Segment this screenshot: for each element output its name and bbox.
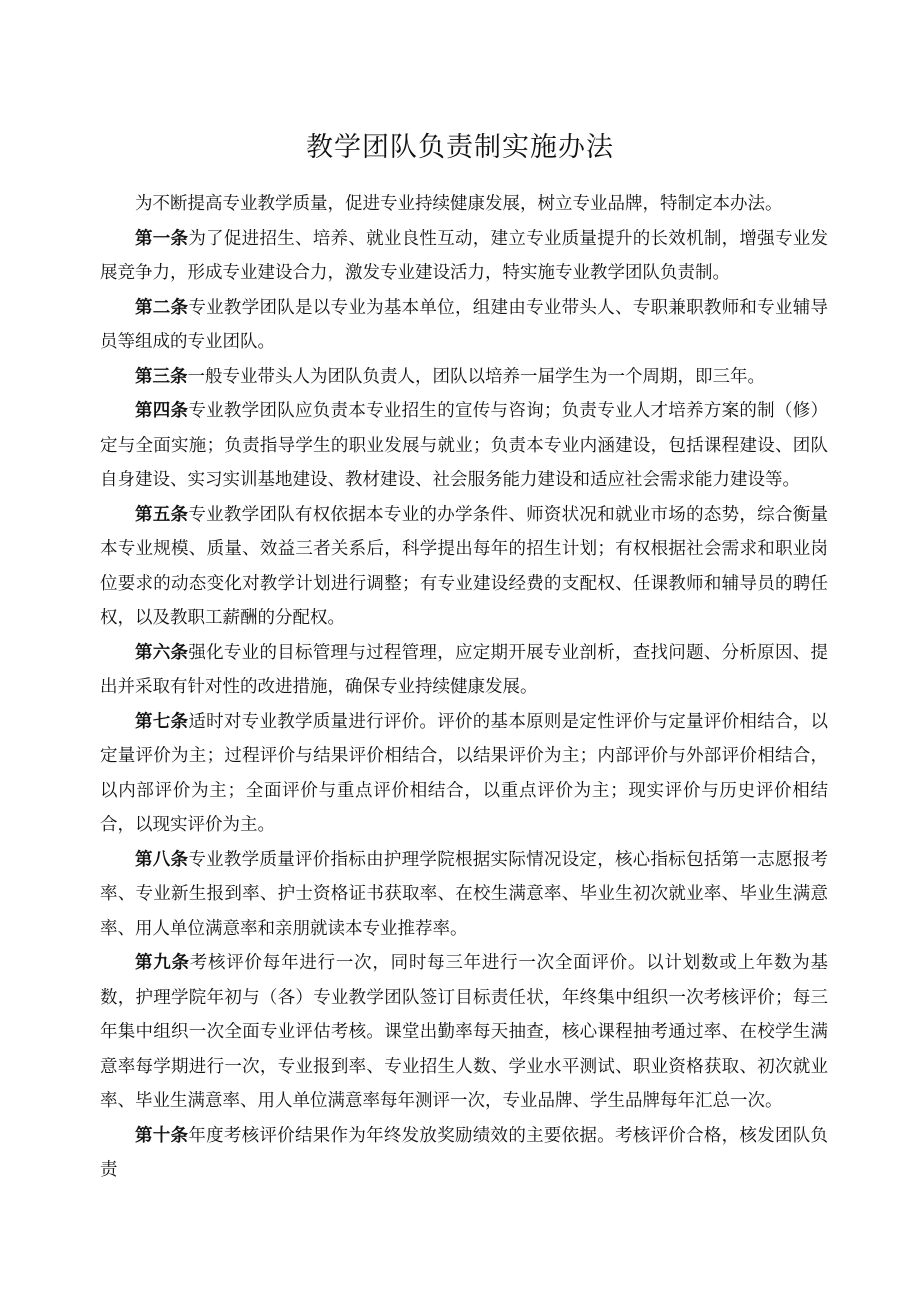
- article-text: 考核评价每年进行一次，同时每三年进行一次全面评价。以计划数或上年数为基数，护理学院年初与（各）专业教学团队签订目标责任状，年终集中组织一次考核评价；每三年集中组织一次全面专业评估考核。课堂出勤率每天抽查，核心课程抽考通过率、在校学生满意率每学期进行一次，专业报到率、专业招生人数、学业水平测试、职业资格获取、初次就业率、毕业生满意率、用人单位满意率每年测评一次，专业品牌、学生品牌每年汇总一次。: [100, 953, 829, 1111]
- article-label: 第五条: [135, 504, 189, 525]
- article-text: 适时对专业教学质量进行评价。评价的基本原则是定性评价与定量评价相结合，以定量评价为主；过程评价与结果评价相结合，以结果评价为主；内部评价与外部评价相结合，以内部评价为主；全面评价与重点评价相结合，以重点评价为主；现实评价与历史评价相结合，以现实评价为主。: [100, 711, 829, 835]
- document-body: [100, 187, 828, 1188]
- article-label: 第十条: [135, 1125, 189, 1146]
- article-text: 专业教学质量评价指标由护理学院根据实际情况设定，核心指标包括第一志愿报考率、专业新生报到率、护士资格证书获取率、在校生满意率、毕业生初次就业率、毕业生满意率、用人单位满意率和亲朋就读本专业推荐率。: [100, 849, 829, 939]
- article-9: [100, 946, 828, 1119]
- intro-paragraph: 为不断提高专业教学质量，促进专业持续健康发展，树立专业品牌，特制定本办法。: [135, 194, 783, 214]
- document-title: 教学团队负责制实施办法: [306, 132, 614, 164]
- article-text: 专业教学团队是以专业为基本单位，组建由专业带头人、专职兼职教师和专业辅导员等组成的专业团队。: [100, 297, 829, 352]
- article-8: [100, 843, 828, 947]
- article-text: 为了促进招生、培养、就业良性互动，建立专业质量提升的长效机制，增强专业发展竞争力，形成专业建设合力，激发专业建设活力，特实施专业教学团队负责制。: [100, 228, 829, 283]
- article-3: [100, 360, 828, 395]
- article-text: 年度考核评价结果作为年终发放奖励绩效的主要依据。考核评价合格，核发团队负责: [100, 1125, 829, 1180]
- article-text: 强化专业的目标管理与过程管理，应定期开展专业剖析，查找问题、分析原因、提出并采取有针对性的改进措施，确保专业持续健康发展。: [100, 642, 829, 697]
- article-2: [100, 291, 828, 360]
- article-label: 第八条: [135, 849, 189, 870]
- article-text: 专业教学团队应负责本专业招生的宣传与咨询；负责专业人才培养方案的制（修）定与全面实施；负责指导学生的职业发展与就业；负责本专业内涵建设，包括课程建设、团队自身建设、实习实训基地建设、教材建设、社会服务能力建设和适应社会需求能力建设等。: [100, 401, 829, 490]
- article-4: [100, 394, 828, 498]
- article-label: 第九条: [135, 953, 190, 973]
- article-7: [100, 705, 828, 843]
- article-label: 第二条: [135, 297, 189, 318]
- article-label: 第一条: [135, 228, 189, 249]
- article-6: [100, 636, 828, 705]
- article-5: [100, 498, 828, 636]
- article-label: 第四条: [135, 401, 189, 421]
- article-text: 专业教学团队有权依据本专业的办学条件、师资状况和就业市场的态势，综合衡量本专业规模、质量、效益三者关系后，科学提出每年的招生计划；有权根据社会需求和职业岗位要求的动态变化对教学计划进行调整；有专业建设经费的支配权、任课教师和辅导员的聘任权，以及教职工薪酬的分配权。: [100, 504, 829, 628]
- article-label: 第六条: [135, 642, 189, 663]
- article-label: 第三条: [135, 366, 188, 387]
- article-10: [100, 1119, 828, 1188]
- article-1: [100, 222, 828, 291]
- article-label: 第七条: [135, 711, 189, 732]
- article-text: 一般专业带头人为团队负责人，团队以培养一届学生为一个周期，即三年。: [187, 366, 765, 387]
